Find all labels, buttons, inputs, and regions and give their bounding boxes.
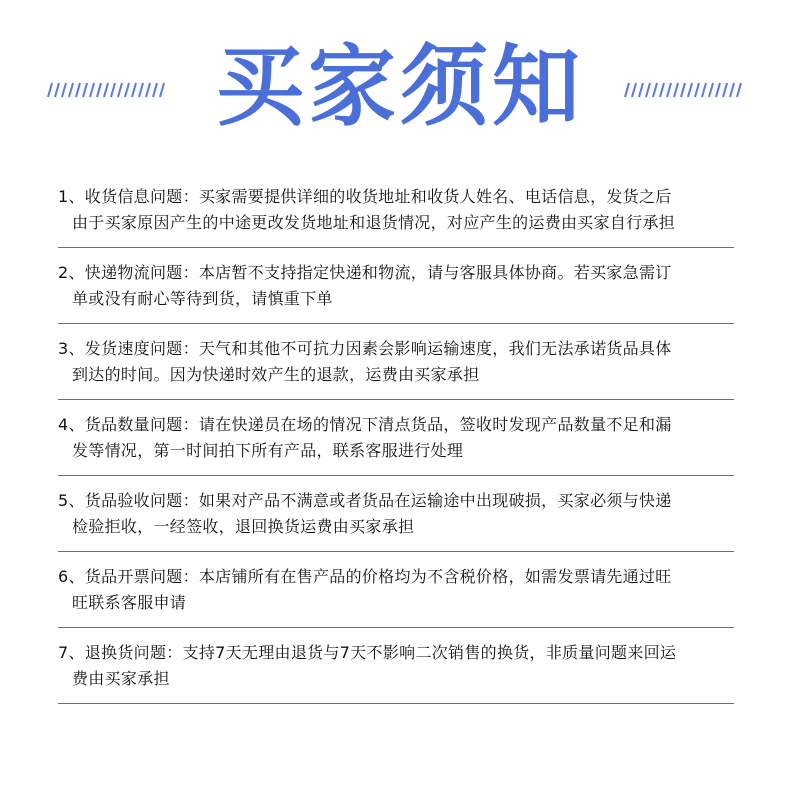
notice-item-6-line2: 旺联系客服申请	[72, 593, 187, 612]
decorative-stripe-right	[623, 82, 745, 98]
notice-item-2-line1: 2、快递物流问题：本店暂不支持指定快递和物流，请与客服具体协商。若买家急需订	[58, 263, 672, 282]
notice-item-6-line1: 6、货品开票问题：本店铺所有在售产品的价格均为不含税价格，如需发票请先通过旺	[58, 567, 672, 586]
notice-item-7	[58, 628, 734, 704]
notice-item-5	[58, 476, 734, 552]
notice-item-4-line2: 发等情况，第一时间拍下所有产品，联系客服进行处理	[72, 441, 464, 460]
notice-item-4-line1: 4、货品数量问题：请在快递员在场的情况下清点货品，签收时发现产品数量不足和漏	[58, 415, 672, 434]
notice-item-5-line2: 检验拒收，一经签收，退回换货运费由买家承担	[72, 517, 415, 536]
notice-item-1	[58, 172, 734, 248]
notice-item-2-line2: 单或没有耐心等待到货，请慎重下单	[72, 289, 333, 308]
notice-item-3-line1: 3、发货速度问题：天气和其他不可抗力因素会影响运输速度，我们无法承诺货品具体	[58, 339, 672, 358]
notice-item-7-line2: 费由买家承担	[72, 669, 170, 688]
notice-item-6	[58, 552, 734, 628]
notice-item-7-line1: 7、退换货问题：支持7天无理由退货与7天不影响二次销售的换货，非质量问题来回运	[58, 643, 677, 662]
notice-item-1-line2: 由于买家原因产生的中途更改发货地址和退货情况，对应产生的运费由买家自行承担	[72, 213, 676, 232]
notice-item-1-line1: 1、收货信息问题：买家需要提供详细的收货地址和收货人姓名、电话信息，发货之后	[58, 187, 672, 206]
notice-item-3-line2: 到达的时间。因为快递时效产生的退款，运费由买家承担	[72, 365, 480, 384]
notice-item-5-line1: 5、货品验收问题：如果对产品不满意或者货品在运输途中出现破损，买家必须与快递	[58, 491, 672, 510]
page-title: 买家须知	[215, 35, 584, 138]
notice-item-4	[58, 400, 734, 476]
notice-item-3	[58, 324, 734, 400]
notice-item-2	[58, 248, 734, 324]
notice-list	[58, 172, 734, 704]
